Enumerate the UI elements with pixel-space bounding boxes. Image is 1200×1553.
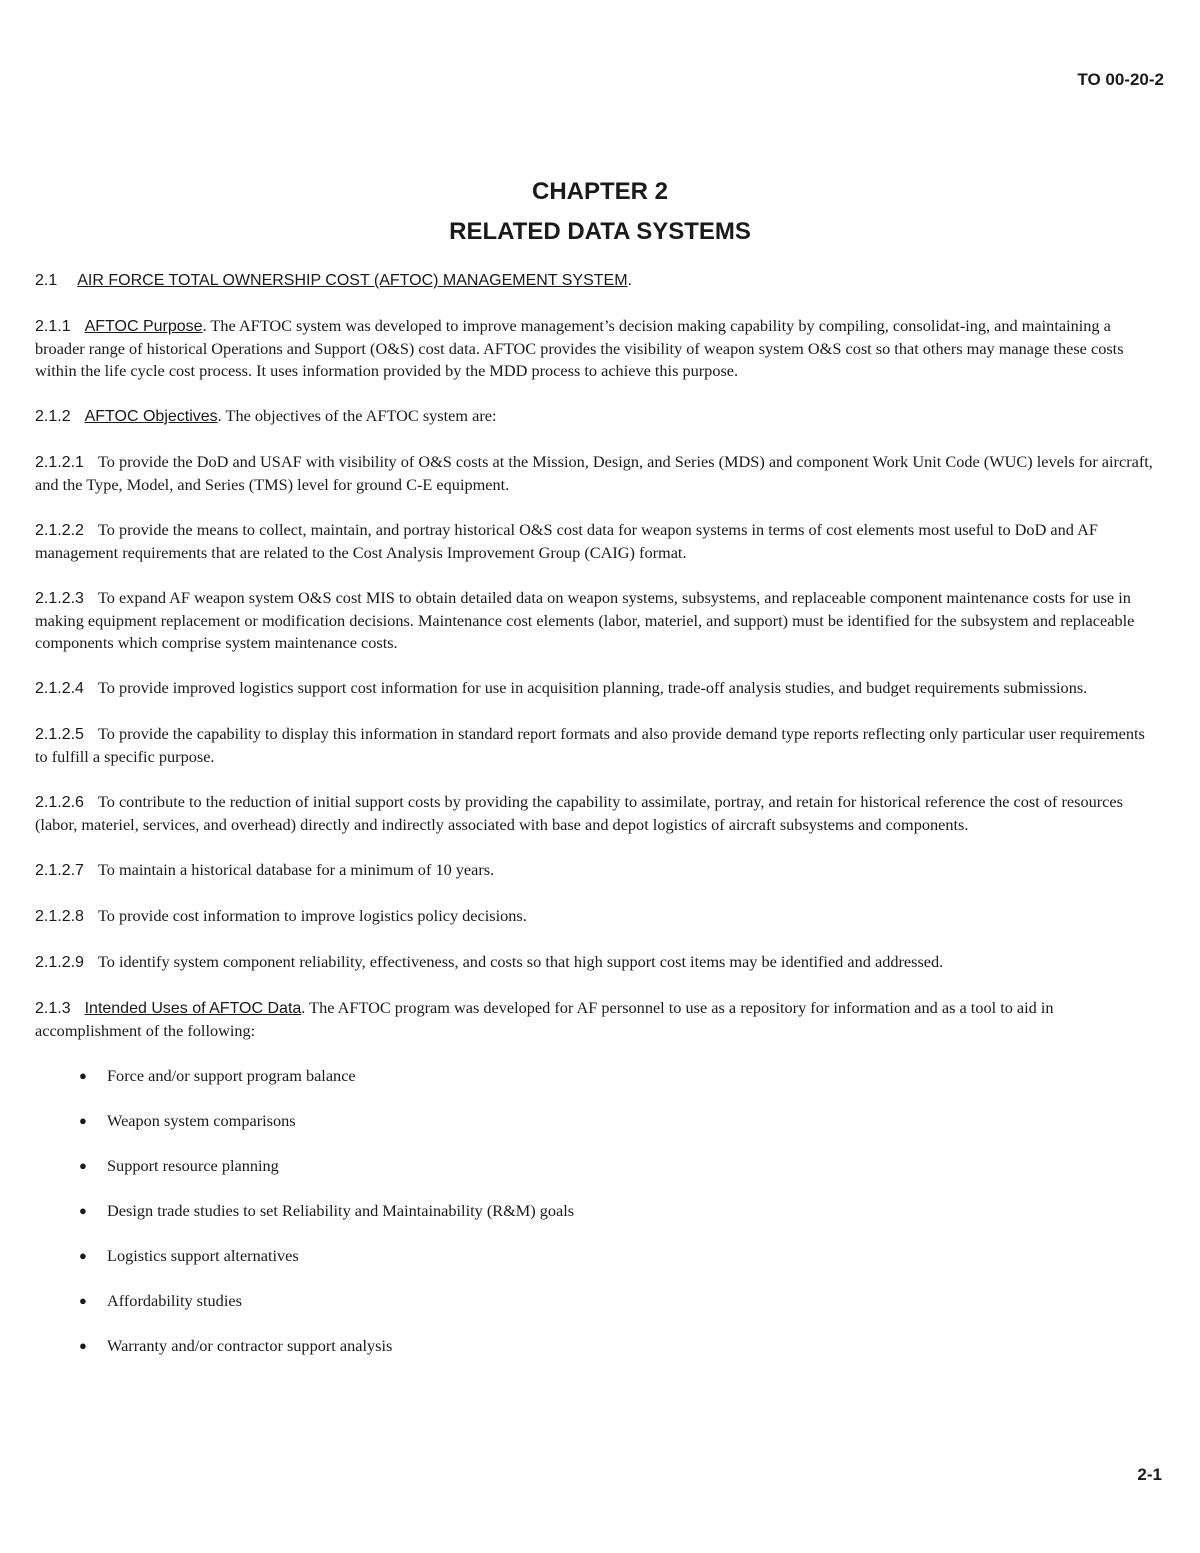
objective-2-1-2-1 — [35, 451, 1160, 496]
paragraph-title: AFTOC Purpose — [84, 318, 203, 335]
objective-text: To expand AF weapon system O&S cost MIS to obtain detailed data on weapon systems, subsystems, and replaceable component maintenance costs for use in making equipment replacement or modification decisions. Maintenance cost elements (labor, materiel, and support) must be identified for the subsystem and replaceable components which comprise system maintenance costs. — [35, 588, 1135, 652]
objective-2-1-2-2 — [35, 519, 1160, 564]
objective-number: 2.1.2.9 — [35, 954, 84, 971]
paragraph-number: 2.1.1 — [35, 318, 71, 335]
list-item — [35, 1110, 1160, 1132]
objective-text: To provide cost information to improve logistics policy decisions. — [97, 906, 527, 925]
chapter-number: CHAPTER 2 — [531, 178, 669, 205]
objective-number: 2.1.2.7 — [35, 862, 84, 879]
objective-2-1-2-6 — [35, 791, 1160, 836]
paragraph-text: . The objectives of the AFTOC system are: — [217, 406, 497, 425]
list-item — [35, 1290, 1160, 1312]
bullet-icon: ● — [79, 1293, 87, 1308]
bullet-icon: ● — [79, 1338, 87, 1353]
paragraph-title: AFTOC Objectives — [84, 408, 218, 425]
objective-number: 2.1.2.4 — [35, 680, 84, 697]
list-item-text: Weapon system comparisons — [107, 1111, 296, 1130]
list-item — [35, 1335, 1160, 1357]
bullet-icon: ● — [79, 1068, 87, 1083]
list-item-text: Logistics support alternatives — [107, 1246, 299, 1265]
objective-2-1-2-5 — [35, 723, 1160, 768]
objective-number: 2.1.2.1 — [35, 454, 84, 471]
list-item-text: Affordability studies — [107, 1291, 242, 1310]
list-item-text: Support resource planning — [107, 1156, 279, 1175]
section-heading-2-1 — [35, 270, 1160, 292]
bullet-icon: ● — [79, 1113, 87, 1128]
paragraph-number: 2.1.2 — [35, 408, 71, 425]
document-id: TO 00-20-2 — [1077, 70, 1164, 89]
section-title-period: . — [627, 272, 632, 289]
objective-2-1-2-4 — [35, 677, 1160, 700]
objective-number: 2.1.2.2 — [35, 522, 84, 539]
list-item — [35, 1155, 1160, 1177]
objective-2-1-2-7 — [35, 859, 1160, 882]
bullet-icon: ● — [79, 1158, 87, 1173]
paragraph-2-1-1 — [35, 315, 1160, 382]
list-item — [35, 1065, 1160, 1087]
list-item — [35, 1200, 1160, 1222]
objective-text: To provide the means to collect, maintain, and portray historical O&S cost data for weapon systems in terms of cost elements most useful to DoD and AF management requirements that are related to the Cost Analysis Improvement Group (CAIG) format. — [35, 520, 1098, 562]
objective-text: To provide improved logistics support cost information for use in acquisition planning, trade-off analysis studies, and budget requirements submissions. — [97, 678, 1088, 697]
objective-2-1-2-8 — [35, 905, 1160, 928]
page-number: 2-1 — [1137, 1465, 1162, 1484]
list-item — [35, 1245, 1160, 1267]
objective-text: To maintain a historical database for a minimum of 10 years. — [97, 860, 495, 879]
bullet-icon: ● — [79, 1248, 87, 1263]
list-item-text: Warranty and/or contractor support analysis — [107, 1336, 393, 1355]
list-item-text: Design trade studies to set Reliability and Maintainability (R&M) goals — [107, 1201, 575, 1220]
chapter-heading — [0, 172, 1200, 252]
objective-text: To provide the capability to display this information in standard report formats and also provide demand type reports reflecting only particular user requirements to fulfill a specific purpose. — [35, 724, 1145, 766]
paragraph-number: 2.1.3 — [35, 1000, 71, 1017]
section-title: AIR FORCE TOTAL OWNERSHIP COST (AFTOC) MANAGEMENT SYSTEM — [77, 272, 628, 289]
objective-text: To identify system component reliability, effectiveness, and costs so that high support cost items may be identified and addressed. — [97, 952, 944, 971]
chapter-body — [35, 270, 1160, 1380]
objective-number: 2.1.2.8 — [35, 908, 84, 925]
list-item-text: Force and/or support program balance — [107, 1066, 356, 1085]
objective-2-1-2-3 — [35, 587, 1160, 654]
paragraph-title: Intended Uses of AFTOC Data — [84, 1000, 302, 1017]
objective-2-1-2-9 — [35, 951, 1160, 974]
paragraph-2-1-3 — [35, 997, 1160, 1042]
objective-number: 2.1.2.5 — [35, 726, 84, 743]
objective-number: 2.1.2.6 — [35, 794, 84, 811]
objective-text: To contribute to the reduction of initial support costs by providing the capability to assimilate, portray, and retain for historical reference the cost of resources (labor, materiel, services, and overhead) directly and indirectly associated with base and depot logistics of aircraft subsystems and components. — [35, 792, 1123, 834]
intended-uses-list — [35, 1065, 1160, 1357]
section-number: 2.1 — [35, 272, 58, 289]
paragraph-text: . The AFTOC system was developed to improve management’s decision making capability by compiling, consolidat-ing, and maintaining a broader range of historical Operations and Support (O&S) cost data. AFTOC provides the visibility of weapon system O&S cost so that others may manage these costs within the life cycle cost process. It uses information provided by the MDD process to achieve this purpose. — [35, 316, 1124, 380]
objective-text: To provide the DoD and USAF with visibility of O&S costs at the Mission, Design, and Series (MDS) and component Work Unit Code (WUC) levels for aircraft, and the Type, Model, and Series (TMS) level for ground C-E equipment. — [35, 452, 1153, 494]
paragraph-text: . The AFTOC program was developed for AF personnel to use as a repository for information and as a tool to aid in accomplishment of the following: — [35, 998, 1054, 1040]
paragraph-2-1-2 — [35, 405, 1160, 428]
chapter-title: RELATED DATA SYSTEMS — [449, 218, 751, 245]
objective-number: 2.1.2.3 — [35, 590, 84, 607]
bullet-icon: ● — [79, 1203, 87, 1218]
